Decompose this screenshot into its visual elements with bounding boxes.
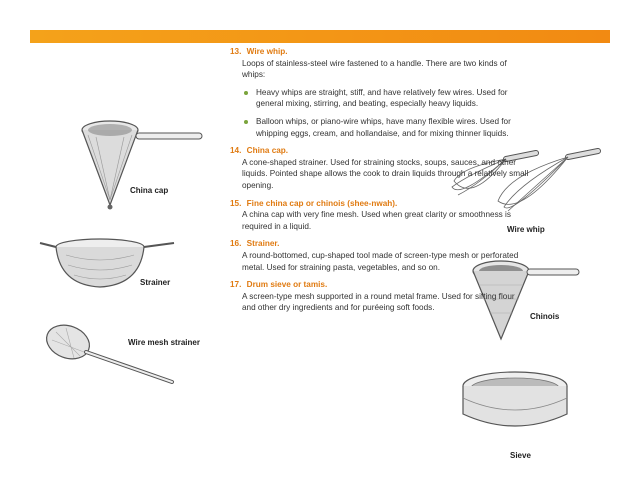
bullet-list [230, 87, 530, 139]
item-wire-whip [230, 46, 530, 139]
sieve-illustration [455, 368, 575, 438]
bullet-item: Balloon whips, or piano-wire whips, have many flexible wires. Used for whipping eggs, cream, and hollandaise, and for mixing thinner liquids. [242, 116, 530, 139]
item-number: 17. [230, 280, 242, 290]
china-cap-illustration [70, 115, 210, 215]
bullet-item: Heavy whips are straight, stiff, and have relatively few wires. Used for general mixing, stirring, and beating, especially heavy liquids. [242, 87, 530, 110]
item-title: Drum sieve or tamis. [246, 280, 328, 290]
item-number: 13. [230, 47, 242, 56]
header-accent-bar [30, 30, 610, 43]
equipment-list [230, 46, 530, 320]
item-body: A screen-type mesh supported in a round metal frame. Used for sifting flour and other dry ingredients and for puréeing soft foods. [242, 291, 515, 313]
item-title: Fine china cap or chinois (shee-nwah). [246, 198, 398, 208]
item-drum-sieve [230, 279, 530, 314]
item-china-cap [230, 145, 530, 191]
item-body: Loops of stainless-steel wire fastened to a handle. There are two kinds of whips: [242, 58, 507, 80]
bullet-dot-icon [244, 120, 248, 124]
caption-wire-whip: Wire whip [507, 225, 545, 234]
caption-strainer: Strainer [140, 278, 171, 287]
caption-chinois: Chinois [530, 312, 560, 321]
item-number: 14. [230, 146, 242, 156]
item-title: Wire whip. [246, 47, 288, 56]
item-title: China cap. [246, 146, 289, 156]
item-number: 16. [230, 239, 242, 249]
caption-sieve: Sieve [510, 451, 531, 460]
caption-china-cap: China cap [130, 186, 169, 195]
item-body: A cone-shaped strainer. Used for straining stocks, soups, sauces, and other liquids. Pointed shape allows the cook to drain liquids through a relatively small opening. [242, 157, 529, 190]
item-number: 15. [230, 198, 242, 208]
bullet-dot-icon [244, 91, 248, 95]
item-chinois [230, 198, 530, 233]
caption-wire-mesh-strainer: Wire mesh strainer [128, 338, 200, 347]
item-body: A round-bottomed, cup-shaped tool made of screen-type mesh or perforated metal. Used for straining pasta, vegetables, and so on. [242, 250, 519, 272]
item-body: A china cap with very fine mesh. Used when great clarity or smoothness is required in a liquid. [242, 210, 511, 231]
item-title: Strainer. [246, 239, 280, 249]
wire-mesh-strainer-illustration [40, 318, 180, 388]
item-strainer [230, 238, 530, 273]
